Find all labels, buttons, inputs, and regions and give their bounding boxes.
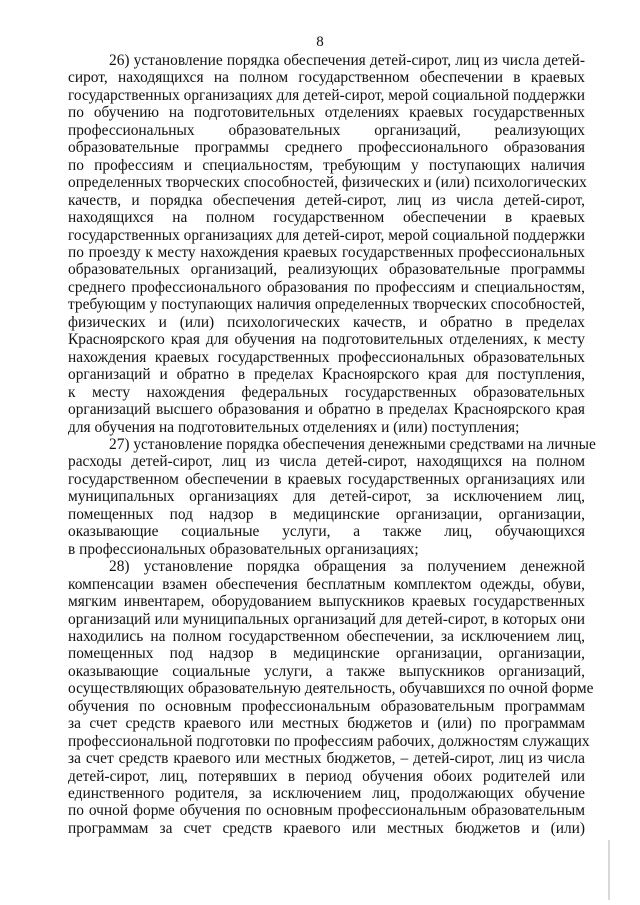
text-line: государственном обеспечении в краевых государственных организациях или [68, 470, 585, 488]
text-line: нахождения краевых государственных профессиональных образовательных [68, 348, 585, 366]
text-line: находились на полном государственном обеспечении, за исключением лиц, [68, 627, 585, 645]
text-line: по проезду к месту нахождения краевых государственных профессиональных [68, 243, 585, 261]
text-line: среднего профессионального образования по профессиям и специальностям, [68, 278, 585, 296]
text-line: Красноярского края для обучения на подготовительных отделениях, к месту [68, 331, 585, 349]
text-line: физических и (или) психологических качеств, и обратно в пределах [68, 313, 585, 331]
text-line: образовательных организаций, реализующих образовательные программы [68, 261, 585, 279]
text-line: программам за счет средств краевого или местных бюджетов и (или) [68, 819, 585, 837]
text-line: единственного родителя, за исключением лиц, продолжающих обучение [68, 785, 585, 803]
text-line: оказывающие социальные услуги, а также лиц, обучающихся [68, 523, 585, 541]
text-line: в профессиональных образовательных организациях; [68, 540, 419, 558]
text-line: качеств, и порядка обеспечения детей-сирот, лиц из числа детей-сирот, [68, 191, 585, 209]
text-line: по обучению на подготовительных отделениях краевых государственных [68, 104, 585, 122]
text-line: за счет средств краевого или местных бюджетов и (или) по программам [68, 715, 585, 733]
text-line: 27) установление порядка обеспечения денежными средствами на личные [109, 435, 596, 453]
text-line: за счет средств краевого или местных бюджетов, – детей-сирот, лиц из числа [68, 750, 585, 768]
text-line: помещенных под надзор в медицинские организации, организации, [68, 645, 585, 663]
text-line: 26) установление порядка обеспечения детей-сирот, лиц из числа детей- [109, 52, 585, 69]
text-line: обучения по основным профессиональным образовательным программам [68, 697, 585, 715]
text-line: расходы детей-сирот, лиц из числа детей-сирот, находящихся на полном [68, 453, 585, 471]
paragraph-p27 [68, 435, 596, 558]
text-line: мягким инвентарем, оборудованием выпускников краевых государственных [68, 593, 585, 611]
paragraph-p28 [68, 558, 594, 837]
text-line: определенных творческих способностей, физических и (или) психологических [68, 174, 587, 192]
text-line: профессиональных образовательных организаций, реализующих [68, 121, 585, 139]
text-line: компенсации взамен обеспечения бесплатным комплектом одежды, обуви, [68, 575, 585, 593]
text-line: сирот, находящихся на полном государственном обеспечении в краевых [68, 69, 585, 87]
text-line: 28) установление порядка обращения за получением денежной [109, 558, 585, 576]
text-line: находящихся на полном государственном обеспечении в краевых [68, 209, 585, 227]
page-number: 8 [316, 34, 324, 50]
text-line: организаций высшего образования и обратно в пределах Красноярского края [68, 401, 585, 419]
text-line: помещенных под надзор в медицинские организации, организации, [68, 505, 585, 523]
text-line: для обучения на подготовительных отделениях и (или) поступления; [68, 418, 520, 436]
text-line: детей-сирот, лиц, потерявших в период обучения обоих родителей или [68, 767, 585, 785]
text-line: оказывающие социальные услуги, а также выпускников организаций, [68, 662, 585, 680]
text-line: к месту нахождения федеральных государственных образовательных [68, 383, 585, 401]
text-line: осуществляющих образовательную деятельность, обучавшихся по очной форме [68, 680, 594, 698]
page-edge-shadow [608, 840, 610, 900]
text-line: государственных организациях для детей-сирот, мерой социальной поддержки [68, 86, 585, 104]
text-line: по очной форме обучения по основным профессиональным образовательным [68, 802, 585, 820]
paragraph-p26 [68, 52, 585, 436]
text-line: муниципальных организациях для детей-сирот, за исключением лиц, [68, 488, 585, 506]
text-line: организаций и обратно в пределах Красноярского края для поступления, [68, 366, 585, 384]
text-line: государственных организациях для детей-сирот, мерой социальной поддержки [68, 226, 585, 244]
text-line: по профессиям и специальностям, требующим у поступающих наличия [68, 156, 585, 174]
text-line: профессиональной подготовки по профессиям рабочих, должностям служащих [68, 732, 590, 750]
text-line: требующим у поступающих наличия определенных творческих способностей, [68, 296, 585, 314]
text-line: организаций или муниципальных организаций для детей-сирот, в которых они [68, 610, 585, 628]
text-line: образовательные программы среднего профессионального образования [68, 139, 585, 157]
document-body [68, 52, 596, 837]
